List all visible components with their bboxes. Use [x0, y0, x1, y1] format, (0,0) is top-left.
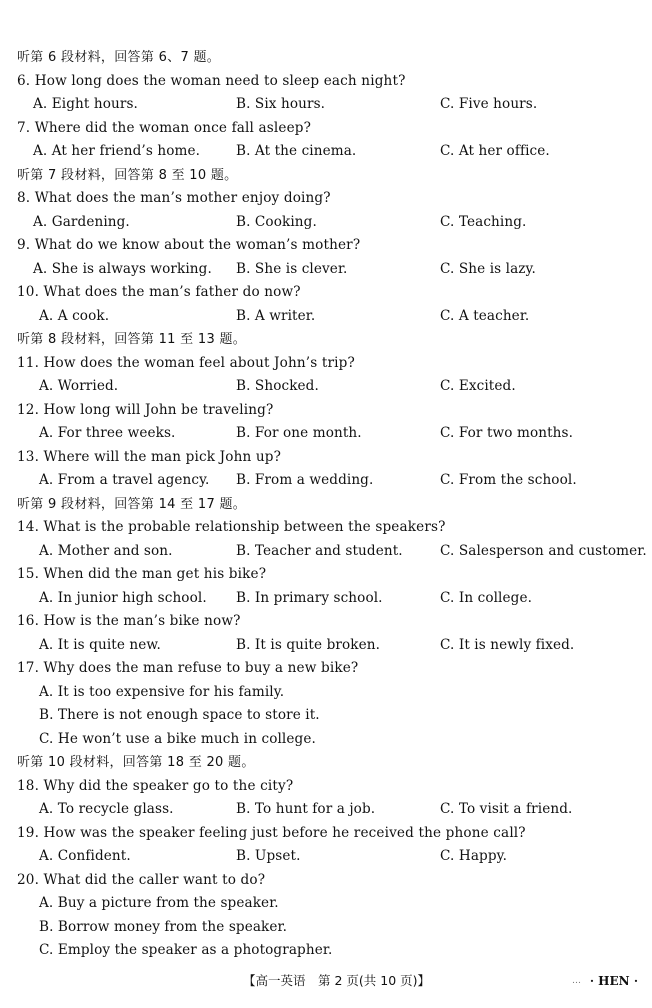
answer-option-b: B. She is clever. — [236, 260, 348, 277]
answer-option-a: A. To recycle glass. — [39, 801, 174, 817]
question-text: 15. When did the man get his bike? — [17, 566, 267, 582]
question-text: 12. How long will John be traveling? — [17, 401, 274, 418]
answer-option-c: C. For two months. — [440, 425, 573, 441]
question-text: 9. What do we know about the woman’s mother? — [17, 237, 361, 253]
question-text: 8. What does the man’s mother enjoy doing? — [17, 190, 331, 206]
question-text: 17. Why does the man refuse to buy a new bike? — [17, 660, 359, 676]
option-row — [17, 728, 642, 752]
option-row — [17, 211, 642, 235]
answer-option-a: A. Mother and son. — [39, 542, 173, 559]
answer-option-a: A. A cook. — [39, 307, 110, 324]
answer-option-c: C. It is newly fixed. — [440, 636, 575, 653]
question-text: 7. Where did the woman once fall asleep? — [17, 119, 312, 136]
question-text: 20. What did the caller want to do? — [17, 871, 266, 888]
section-heading: 听第 6 段材料，回答第 6、7 题。 — [17, 50, 221, 65]
option-row — [17, 422, 642, 446]
option-row — [17, 258, 642, 282]
exam-code-label: · HEN · — [589, 974, 638, 988]
answer-option-c: C. Employ the speaker as a photographer. — [39, 942, 333, 958]
question-text: 6. How long does the woman need to sleep each night? — [17, 72, 406, 89]
question-list — [17, 46, 647, 963]
answer-option-c: C. He won’t use a bike much in college. — [39, 730, 316, 747]
answer-option-b: B. At the cinema. — [236, 143, 357, 159]
answer-option-a: A. It is quite new. — [39, 636, 161, 653]
answer-option-c: C. Excited. — [440, 378, 516, 394]
option-row — [17, 305, 642, 329]
answer-option-c: C. Happy. — [440, 848, 508, 864]
option-row — [17, 681, 642, 705]
answer-option-b: B. Six hours. — [236, 96, 326, 112]
option-row — [17, 704, 642, 728]
answer-option-b: B. Upset. — [236, 848, 301, 864]
answer-option-c: C. To visit a friend. — [440, 801, 573, 817]
answer-option-a: A. For three weeks. — [39, 425, 176, 441]
section-heading: 听第 8 段材料，回答第 11 至 13 题。 — [17, 332, 247, 347]
answer-option-b: B. Shocked. — [236, 378, 319, 394]
answer-option-c: C. At her office. — [440, 143, 550, 159]
question-text: 18. Why did the speaker go to the city? — [17, 777, 294, 794]
option-row — [17, 798, 642, 822]
option-row — [17, 469, 642, 493]
option-row — [17, 634, 642, 658]
answer-option-c: C. A teacher. — [440, 307, 530, 324]
option-row — [17, 93, 642, 117]
question-text: 19. How was the speaker feeling just before he received the phone call? — [17, 824, 526, 841]
answer-option-a: A. At her friend’s home. — [33, 143, 201, 159]
answer-option-b: B. From a wedding. — [236, 472, 374, 488]
answer-option-a: A. Worried. — [39, 378, 119, 394]
answer-option-c: C. From the school. — [440, 472, 577, 488]
answer-option-a: A. From a travel agency. — [39, 472, 210, 488]
page-number-label: 【高一英语 第 2 页(共 10 页)】 — [243, 973, 431, 988]
question-text: 13. Where will the man pick John up? — [17, 448, 282, 465]
answer-option-b: B. Cooking. — [236, 213, 317, 230]
answer-option-c: C. Five hours. — [440, 96, 538, 112]
option-row — [17, 845, 642, 869]
answer-option-c: C. Teaching. — [440, 213, 527, 230]
answer-option-b: B. Borrow money from the speaker. — [39, 918, 288, 935]
footer-mark: … — [572, 976, 581, 986]
page-footer — [0, 970, 652, 992]
answer-option-b: B. In primary school. — [236, 589, 383, 606]
option-row — [17, 939, 642, 963]
answer-option-a: A. In junior high school. — [39, 589, 207, 606]
option-row — [17, 140, 642, 164]
answer-option-c: C. Salesperson and customer. — [440, 542, 647, 559]
answer-option-b: B. To hunt for a job. — [236, 801, 376, 817]
answer-option-c: C. In college. — [440, 589, 533, 606]
answer-option-a: A. Gardening. — [33, 213, 130, 230]
section-heading: 听第 9 段材料，回答第 14 至 17 题。 — [17, 496, 247, 512]
answer-option-a: A. It is too expensive for his family. — [39, 683, 285, 700]
answer-option-a: A. Eight hours. — [33, 96, 138, 112]
option-row — [17, 587, 642, 611]
answer-option-a: A. Buy a picture from the speaker. — [39, 895, 279, 911]
option-row — [17, 916, 642, 940]
question-text: 14. What is the probable relationship between the speakers? — [17, 519, 446, 535]
option-row — [17, 892, 642, 916]
option-row — [17, 375, 642, 399]
answer-option-b: B. There is not enough space to store it. — [39, 707, 320, 723]
answer-option-b: B. It is quite broken. — [236, 636, 381, 653]
answer-option-b: B. Teacher and student. — [236, 542, 403, 559]
section-heading: 听第 7 段材料，回答第 8 至 10 题。 — [17, 167, 238, 183]
question-text: 10. What does the man’s father do now? — [17, 284, 301, 300]
option-row — [17, 540, 647, 564]
answer-option-b: B. For one month. — [236, 425, 362, 441]
answer-option-a: A. Confident. — [39, 848, 131, 864]
answer-option-b: B. A writer. — [236, 307, 316, 324]
section-heading: 听第 10 段材料，回答第 18 至 20 题。 — [17, 755, 255, 770]
answer-option-a: A. She is always working. — [33, 260, 212, 277]
question-text: 16. How is the man’s bike now? — [17, 613, 241, 629]
question-text: 11. How does the woman feel about John’s trip? — [17, 354, 355, 371]
answer-option-c: C. She is lazy. — [440, 260, 536, 277]
